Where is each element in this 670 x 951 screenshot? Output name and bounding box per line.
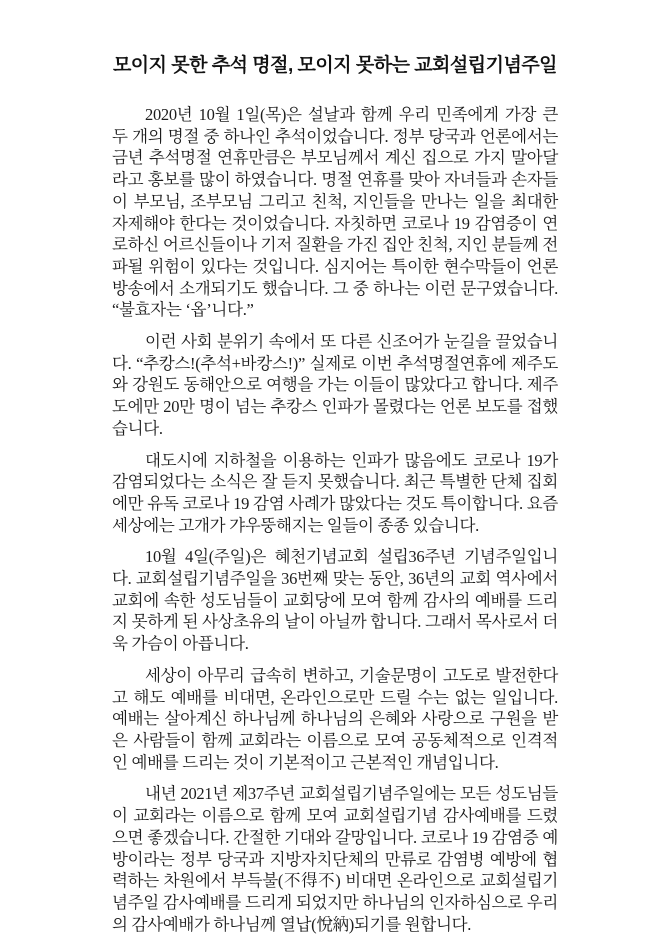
paragraph-4: 10월 4일(주일)은 혜천기념교회 설립36주년 기념주일입니다. 교회설립기념주일을 36번째 맞는 동안, 36년의 교회 역사에서 교회에 속한 성도님들이 교회당에 모여 함께 감사의 예배를 드리지 못하게 된 사상초유의 날이 아닐까 합니다. 그래서 목사로서 더욱 가슴이 아픕니다. — [112, 547, 558, 654]
paragraph-2: 이런 사회 분위기 속에서 또 다른 신조어가 눈길을 끌었습니다. “추캉스!(추석+바캉스!)” 실제로 이번 추석명절연휴에 제주도와 강원도 동해안으로 여행을 가는 이들이 많았다고 합니다. 제주도에만 20만 명이 넘는 추캉스 인파가 몰렸다는 언론 보도를 접했습니다. — [112, 332, 558, 438]
document-body — [112, 104, 558, 935]
paragraph-6: 내년 2021년 제37주년 교회설립기념주일에는 모든 성도님들이 교회라는 이름으로 함께 모여 교회설립기념 감사예배를 드렸으면 좋겠습니다. 간절한 기대와 갈망입니다. 코로나 19 감염증 예방이라는 정부 당국과 지방자치단체의 만류로 감염병 예방에 협력하는 차원에서 부득불(不得不) 비대면 온라인으로 교회설립기념주일 감사예배를 드리게 되었지만 하나님의 인자하심으로 우리의 감사예배가 하나님께 열납(悅納)되기를 원합니다. — [112, 784, 558, 934]
document-title: 모이지 못한 추석 명절, 모이지 못하는 교회설립기념주일 — [112, 55, 558, 76]
paragraph-5: 세상이 아무리 급속히 변하고, 기술문명이 고도로 발전한다고 해도 예배를 비대면, 온라인으로만 드릴 수는 없는 일입니다. 예배는 살아계신 하나님께 하나님의 은혜와 사랑으로 구원을 받은 사람들이 함께 교회라는 이름으로 모여 공동체적으로 인격적인 예배를 드리는 것이 기본적이고 근본적인 개념입니다. — [112, 665, 558, 772]
paragraph-3: 대도시에 지하철을 이용하는 인파가 많음에도 코로나 19가 감염되었다는 소식은 잘 듣지 못했습니다. 최근 특별한 단체 집회에만 유독 코로나 19 감염 사례가 많았다는 것도 특이합니다. 요즘 세상에는 고개가 갸우뚱해지는 일들이 종종 있습니다. — [112, 450, 558, 535]
paragraph-1: 2020년 10월 1일(목)은 설날과 함께 우리 민족에게 가장 큰 두 개의 명절 중 하나인 추석이었습니다. 정부 당국과 언론에서는 금년 추석명절 연휴만큼은 부모님께서 계신 집으로 가지 말아달라고 홍보를 많이 하였습니다. 명절 연휴를 맞아 자녀들과 손자들이 부모님, 조부모님 그리고 친척, 지인들을 만나는 일을 최대한 자제해야 한다는 것이었습니다. 자칫하면 코로나 19 감염증이 연로하신 어르신들이나 기저 질환을 가진 집안 친척, 지인 분들께 전파될 위험이 있다는 것입니다. 심지어는 특이한 현수막들이 언론방송에서 소개되기도 했습니다. 그 중 하나는 이런 문구였습니다. “불효자는 ‘옵’니다.” — [112, 105, 558, 320]
